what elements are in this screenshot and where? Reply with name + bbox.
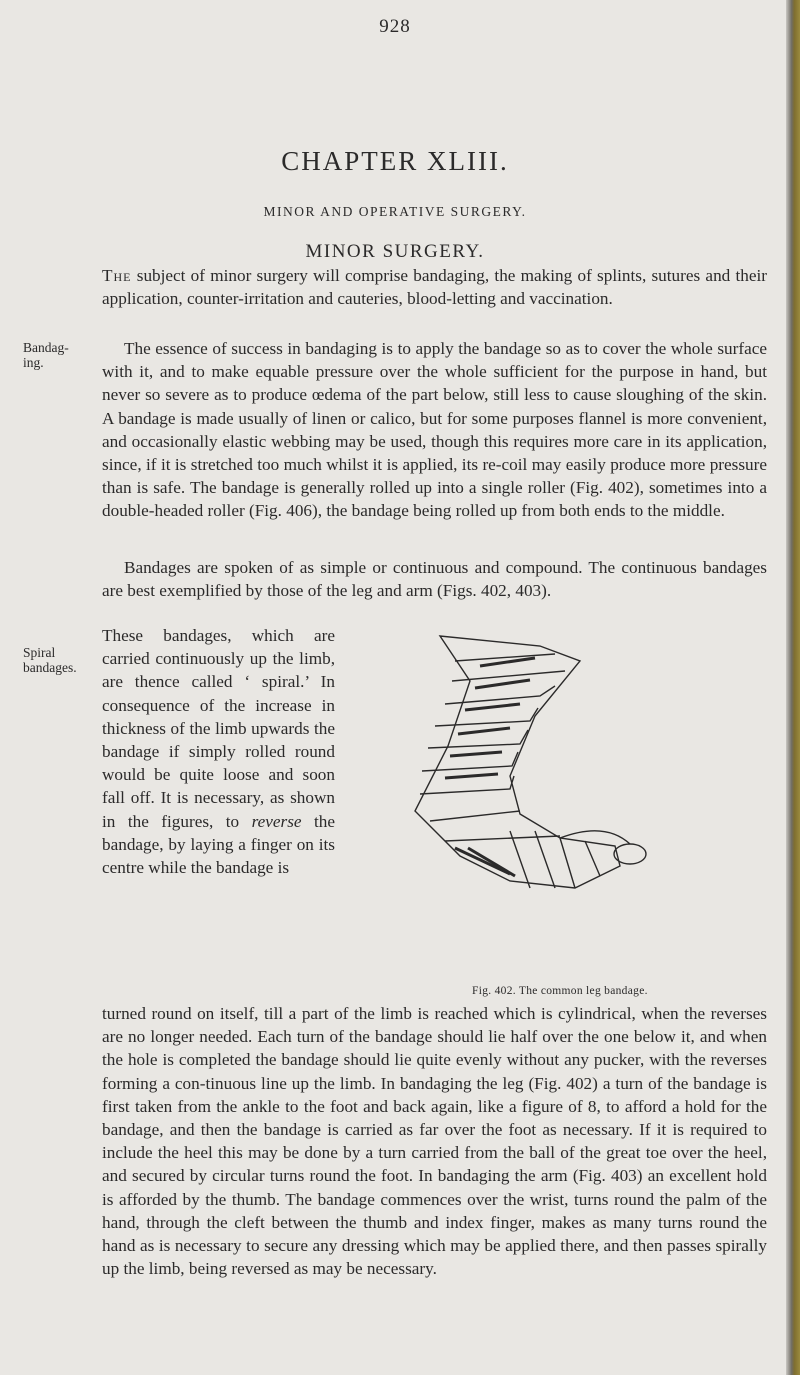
leg-bandage-illustration-icon	[360, 626, 770, 966]
margin-note-bandaging: Bandag-ing.	[23, 340, 69, 370]
margin-note-spiral: Spiral bandages.	[23, 645, 77, 675]
spiral-wrap-paragraph	[102, 624, 335, 879]
chapter-title: CHAPTER XLIII.	[281, 146, 509, 176]
section-subtitle: MINOR AND OPERATIVE SURGERY.	[263, 204, 527, 219]
spiral-paragraph: Bandages are spoken of as simple or continuous and compound. The continuous bandages are best exemplified by those of the leg and arm (Figs. 402, 403).	[102, 558, 767, 601]
page-number: 928	[379, 16, 411, 37]
figure-caption: Fig. 402. The common leg bandage.	[472, 985, 648, 997]
section-heading: MINOR SURGERY.	[305, 241, 485, 262]
continuation-paragraph: turned round on itself, till a part of the limb is reached which is cylindrical, when the reverses are no longer needed. Each turn of the bandage should lie half over the one below it, and when the hole is completed the bandage should lie quite evenly without any pucker, with the reverses forming a con-tinuous line up the limb. In bandaging the leg (Fig. 402) a turn of the bandage is first taken from the ankle to the foot and back again, like a figure of 8, to afford a hold for the bandage, and then the bandage is carried as far over the foot as necessary. If it is required to include the heel this may be done by a turn carried from the ball of the great toe over the heel, and secured by circular turns round the foot. In bandaging the arm (Fig. 403) an excellent hold is afforded by the thumb. The bandage commences over the wrist, turns round the palm of the hand, through the cleft between the thumb and index finger, makes as many turns round the hand as is necessary to secure any dressing which may be applied there, and then passes spirally up the limb, being reversed as may be necessary.	[102, 1004, 767, 1279]
leg-bandage-figure	[360, 626, 770, 966]
bandaging-paragraph: The essence of success in bandaging is to apply the bandage so as to cover the whole surface with it, and to make equable pressure over the whole sufficient for the purpose in hand, but never so severe as to produce œdema of the part below, still less to cause sloughing of the skin. A bandage is made usually of linen or calico, but for some purposes flannel is more convenient, and occasionally elastic webbing may be used, though this requires more care in its application, since, if it is stretched too much whilst it is applied, its re-coil may easily produce more pressure than is safe. The bandage is generally rolled up into a single roller (Fig. 402), sometimes into a double-headed roller (Fig. 406), the bandage being rolled up from both ends to the middle.	[102, 339, 767, 521]
intro-paragraph	[102, 264, 767, 310]
spiral-wrap-text: These bandages, which are carried continuously up the limb, are thence called ‘ spiral.’ In consequence of the increase in thickness of the limb upwards the bandage if simply rolled round would be quite loose and soon fall off. It is necessary, as shown in the figures, to	[102, 626, 335, 831]
intro-text: subject of minor surgery will comprise bandaging, the making of splints, sutures and their application, counter-irritation and cauteries, blood-letting and vaccination.	[102, 266, 767, 309]
reverse-word: reverse	[251, 811, 302, 831]
intro-lead-word: The	[102, 266, 132, 285]
spiral-wrap-end: the bandage, by laying a finger on its centre while the bandage is	[102, 811, 336, 878]
